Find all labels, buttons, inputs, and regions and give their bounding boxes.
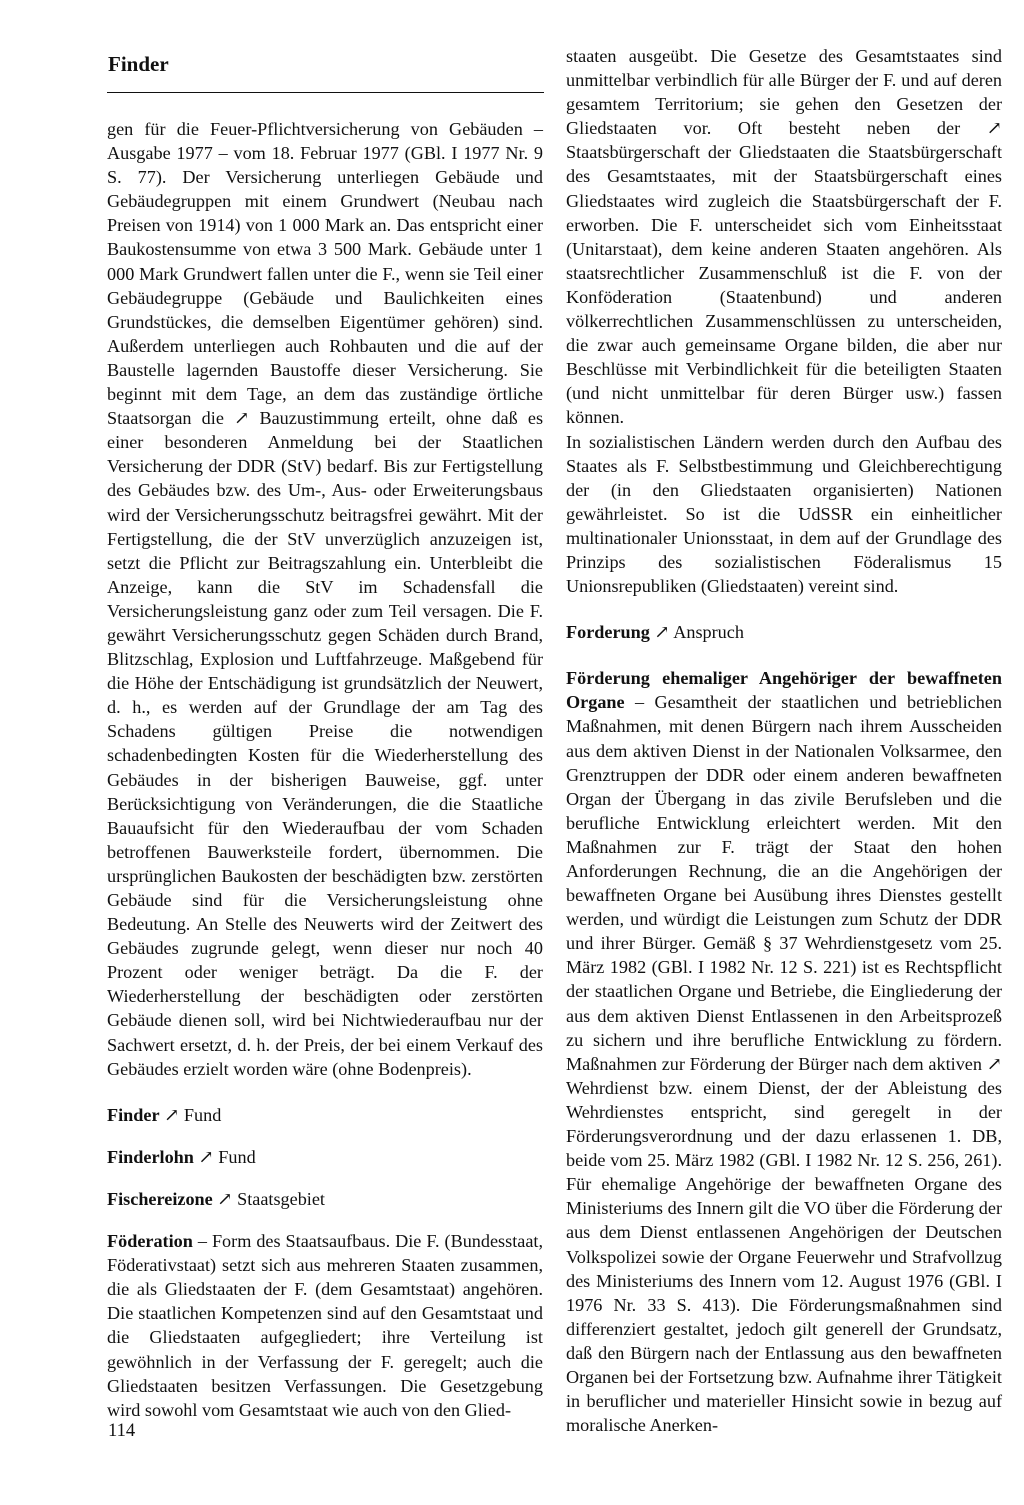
cross-reference-entry bbox=[107, 1145, 543, 1169]
cross-reference-link[interactable]: Fund bbox=[218, 1146, 256, 1167]
cross-reference-entry bbox=[566, 620, 1002, 644]
entry-text: der Gliedstaaten die Staatsbürgerschaft des Gesamtstaates, mit der Staatsbürgerschaft eines Gliedstaates wird zugleich die Staatsbürgerschaft der F. erworben. Die F. unterscheidet sich vom Einheitsstaat (Unitarstaat), dem keine anderen Staaten angehören. Als staatsrechtlicher Zusammenschluß ist die F. von der Konföderation (Staatenbund) und anderen völkerrechtlichen Zusammenschlüssen zu unterscheiden, die zwar auch gemeinsame Organe bilden, die aber nur Beschlüsse mit Verbindlichkeit für die beteiligten Staaten (und nicht unmittelbar für deren Bürger usw.) fassen können. bbox=[566, 142, 1002, 428]
entry-text: – Form des Staatsaufbaus. Die F. (Bundesstaat, Föderativstaat) setzt sich aus mehreren Staaten zusammen, die als Gliedstaaten der F. (dem Gesamtstaat) angehören. Die staatlichen Kompetenzen sind auf den Gesamtstaat und die Gliedstaaten aufgegliedert; ihre Verteilung ist gewöhnlich in der Verfassung der F. geregelt; auch die Gliedstaaten besitzen Verfassungen. Die Gesetzgebung wird sowohl vom Gesamtstaat wie auch von den Glied- bbox=[107, 1231, 544, 1420]
right-column bbox=[566, 44, 1002, 1437]
headword: Föderation bbox=[107, 1231, 193, 1252]
cross-reference-link[interactable]: Bauzustimmung bbox=[259, 408, 379, 429]
headword: Fischereizone bbox=[107, 1188, 213, 1209]
cross-reference-arrow-icon: ↗ bbox=[654, 622, 670, 643]
entry-text: gen für die Feuer-Pflichtversicherung von Gebäuden – Ausgabe 1977 – vom 18. Februar 1977 (GBl. I 1977 Nr. 9 S. 77). Der Versicherung unterliegen Gebäude und Gebäudegruppen mit einem Grundwert (Neubau nach Preisen von 1914) von 1 000 Mark an. Das entspricht einer Baukostensumme von etwa 3 500 Mark. Gebäude unter 1 000 Mark Grundwert fallen unter die F., wenn sie Teil einer Gebäudegruppe (Gebäude und Baulichkeiten eines Grundstückes, die demselben Eigentümer gehören) sind. Außerdem unterliegen auch Rohbauten und die auf der Baustelle lagernden Baustoffe dieser Versicherung. Sie beginnt mit dem Tage, an dem das zuständige örtliche Staatsorgan die bbox=[107, 119, 543, 429]
entry-text: – Gesamtheit der staatlichen und betrieblichen Maßnahmen, mit denen Bürgern nach ihrem Ausscheiden aus dem aktiven Dienst in der Nationalen Volksarmee, den Grenztruppen der DDR oder einem anderen bewaffneten Organ der Übergang in das zivile Berufsleben und die berufliche Entwicklung erleichtert werden. Mit den Maßnahmen zur F. trägt der Staat den hohen Anforderungen Rechnung, die an die Angehörigen der bewaffneten Organe bei Ausübung ihres Dienstes gestellt werden, und würdigt die Leistungen zum Schutz der DDR und ihrer Bürger. Gemäß § 37 Wehrdienstgesetz vom 25. März 1982 (GBl. I 1982 Nr. 12 S. 221) ist es Rechtspflicht der staatlichen Organe und Betriebe, die Eingliederung der aus dem aktiven Dienst Entlassenen in den Arbeitsprozeß zu sichern und ihre berufliche Entwicklung zu fördern. Maßnahmen zur Förderung der Bürger nach dem aktiven bbox=[566, 692, 1002, 1074]
cross-reference-entry bbox=[107, 1187, 543, 1211]
entry-text: bzw. einem Dienst, der der Ableistung des Wehrdienstes entspricht, sind geregelt in der Förderungsverordnung und der dazu erlassenen 1. DB, beide vom 25. März 1982 (GBl. I 1982 Nr. 12 S. 256, 261). Für ehemalige Angehörige der bewaffneten Organe des Ministeriums des Innern gilt die VO über die Förderung der aus dem Dienst entlassenen Angehörigen der Deutschen Volkspolizei sowie der Organe Feuerwehr und Strafvollzug des Ministeriums des Innern vom 12. August 1976 (GBl. I 1976 Nr. 33 S. 413). Die Förderungsmaßnahmen sind differenziert gestaltet, jedoch gilt generell der Grundsatz, daß den Bürgern nach der Entlassung aus den bewaffneten Organen bei der Fortsetzung bzw. Aufnahme ihrer Tätigkeit in beruflicher und materieller Hinsicht sowie in bezug auf moralische Anerken- bbox=[566, 1077, 1003, 1436]
headword: Finder bbox=[107, 1104, 160, 1125]
entry-continuation bbox=[107, 117, 543, 1081]
cross-reference-link[interactable]: Staatsgebiet bbox=[237, 1188, 325, 1209]
headword: Förderung ehemaliger Angehöriger der bewaffneten Organe bbox=[566, 668, 1002, 713]
cross-reference-arrow-icon: ↗ bbox=[164, 1104, 180, 1125]
cross-reference-link[interactable]: Staatsbürgerschaft bbox=[566, 142, 701, 163]
entry-continuation bbox=[566, 44, 1002, 430]
entry-paragraph: In sozialistischen Ländern werden durch den Aufbau des Staates als F. Selbstbestimmung und Gleichberechtigung der (in den Gliedstaaten organisierten) Nationen gewährleistet. So ist die UdSSR ein einheitlicher multinationaler Unionsstaat, in dem auf der Grundlage des Prinzips des sozialistischen Föderalismus 15 Unionsrepubliken (Gliedstaaten) vereint sind. bbox=[566, 431, 1002, 597]
cross-reference-link[interactable]: Fund bbox=[183, 1104, 222, 1125]
headword: Forderung bbox=[566, 622, 650, 643]
cross-reference-link[interactable]: Wehrdienst bbox=[566, 1077, 649, 1098]
header-rule bbox=[107, 92, 544, 93]
dictionary-entry bbox=[107, 1229, 543, 1422]
headword: Finderlohn bbox=[107, 1146, 194, 1167]
entry-text: staaten ausgeübt. Die Gesetze des Gesamtstaates sind unmittelbar verbindlich für alle Bürger der F. und auf deren gesamtem Territorium; sie gehen den Gesetzen der Gliedstaaten vor. Oft besteht neben der bbox=[566, 46, 1002, 139]
cross-reference-arrow-icon: ↗ bbox=[217, 1188, 233, 1209]
left-column bbox=[107, 117, 543, 1422]
cross-reference-entry bbox=[107, 1103, 543, 1127]
dictionary-entry bbox=[566, 666, 1002, 1437]
page-number: 114 bbox=[108, 1421, 136, 1441]
cross-reference-arrow-icon: ↗ bbox=[986, 118, 1002, 139]
cross-reference-arrow-icon: ↗ bbox=[234, 408, 250, 429]
entry-text: erteilt, ohne daß es einer besonderen Anmeldung bei der Staatlichen Versicherung der DDR (StV) bedarf. Bis zur Fertigstellung des Gebäudes bzw. des Um-, Aus- oder Erweiterungsbaus wird der Versicherungsschutz beitragsfrei gewährt. Mit der Fertigstellung, die der StV unverzüglich anzuzeigen ist, setzt die Pflicht zur Beitragszahlung ein. Unterbleibt die Anzeige, kann die StV im Schadensfall die Versicherungsleistung ganz oder zum Teil versagen. Die F. gewährt Versicherungsschutz gegen Schäden durch Brand, Blitzschlag, Explosion und Luftfahrzeuge. Maßgebend für die Höhe der Entschädigung ist grundsätzlich der Neuwert, d. h., es werden auf der Grundlage der am Tag des Schadens gültigen Preise die notwendigen schadenbedingten Kosten für die Wiederherstellung des Gebäudes in der bisherigen Bauweise, ggf. unter Berücksichtigung von Veränderungen, die die Staatliche Bauaufsicht für den Wiederaufbau der vom Schaden betroffenen Bauwerksteile fordert, übernommen. Die ursprünglichen Baukosten der beschädigten bzw. zerstörten Gebäude sind für die Versicherungsleistung ohne Bedeutung. An Stelle des Neuwerts wird der Zeitwert des Gebäudes zugrunde gelegt, wenn dieser nur noch 40 Prozent oder weniger beträgt. Da die F. der Wiederherstellung der beschädigten oder zerstörten Gebäude dienen soll, wird bei Nichtwiederaufbau nur der Sachwert ersetzt, d. h. der Preis, der bei einem Verkauf des Gebäudes erzielt worden wäre (ohne Bodenpreis). bbox=[107, 408, 544, 1079]
cross-reference-arrow-icon: ↗ bbox=[986, 1053, 1003, 1074]
cross-reference-arrow-icon: ↗ bbox=[198, 1146, 214, 1167]
cross-reference-link[interactable]: Anspruch bbox=[673, 622, 744, 643]
running-head: Finder bbox=[108, 52, 169, 76]
